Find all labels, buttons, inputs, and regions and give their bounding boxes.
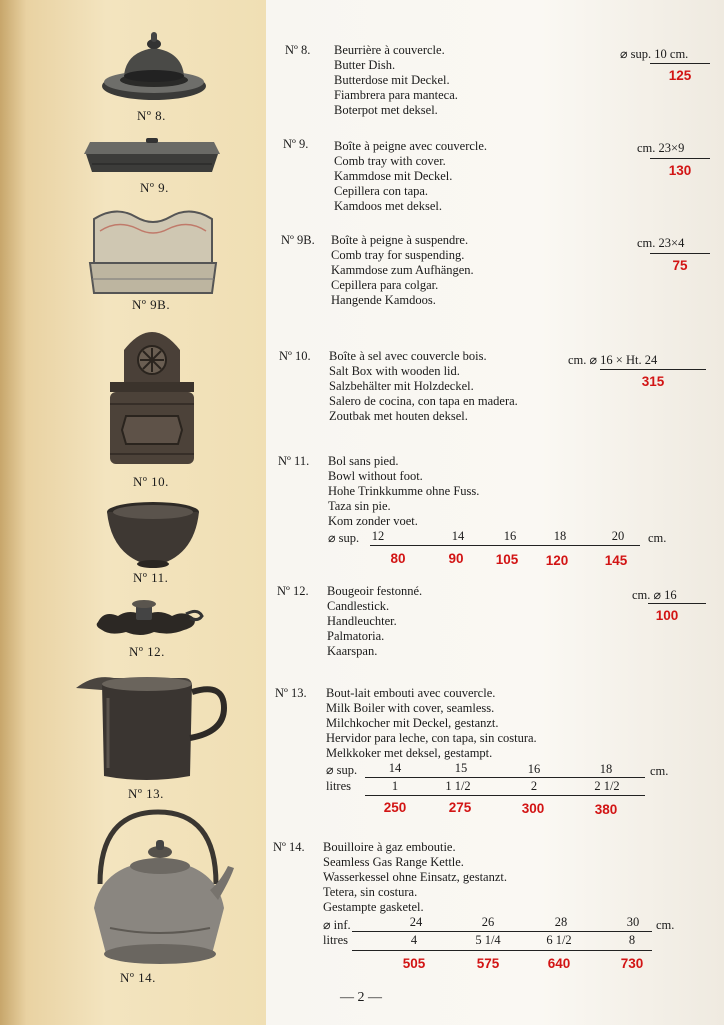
litres-cell: 1 [391,779,399,793]
table-label: ⌀ inf. [323,918,351,932]
description-line: Boîte à peigne avec couvercle. [334,139,488,153]
size-cell: 28 [554,915,568,929]
item-number: Nº 9B. [281,233,315,247]
item-description [328,454,479,529]
description-line: Butter Dish. [334,58,396,72]
description-line: Kaarspan. [327,644,378,658]
price: 145 [604,553,628,568]
item-description [323,840,507,915]
price-rule [650,63,710,64]
description-line: Hervidor para leche, con tapa, sin costura. [326,731,537,745]
price: 275 [448,800,472,815]
description-line: Melkkoker met deksel, gestampt. [326,746,493,760]
description-line: Bouilloire à gaz emboutie. [323,840,456,854]
price: 90 [448,551,464,566]
description-line: Wasserkessel ohne Einsatz, gestanzt. [323,870,508,884]
price: 505 [402,956,426,971]
item-description [334,43,458,118]
table-label: litres [326,779,351,793]
milk-boiler-illustration [74,668,228,784]
price: 250 [383,800,407,815]
item-description [327,584,422,659]
description-line: Gestampte gasketel. [323,900,424,914]
illustration-column [0,0,266,1025]
price: 575 [476,956,500,971]
size-cell: 20 [611,529,625,543]
item-number: Nº 13. [275,686,307,700]
price: 300 [521,801,545,816]
size-cell: 14 [451,529,465,543]
description-line: Kamdoos met deksel. [334,199,442,213]
kettle-illustration [80,804,236,968]
table-unit: cm. [650,764,669,778]
price: 315 [641,374,665,389]
page-number: — 2 — [340,990,382,1005]
description-line: Beurrière à couvercle. [334,43,445,57]
item-description [334,139,487,214]
size-spec: cm. ⌀ 16 [632,588,677,602]
description-line: Hohe Trinkkumme ohne Fuss. [328,484,480,498]
table-label: ⌀ sup. [326,763,358,777]
item-number: Nº 9. [283,137,309,151]
price: 380 [594,802,618,817]
description-line: Milchkocher mit Deckel, gestanzt. [326,716,499,730]
description-line: Salero de cocina, con tapa en madera. [329,394,518,408]
price-rule [648,603,706,604]
caption-n9: Nº 9. [140,180,169,195]
item-number: Nº 10. [279,349,311,363]
price-rule [650,158,710,159]
description-line: Bougeoir festonné. [327,584,423,598]
size-spec: cm. 23×9 [637,141,685,155]
price: 105 [495,552,519,567]
description-line: Palmatoria. [327,629,385,643]
table-unit: cm. [648,531,667,545]
table-rule [352,950,652,951]
price: 75 [672,258,688,273]
caption-n9b: Nº 9B. [132,297,171,312]
size-cell: 18 [553,529,567,543]
size-cell: 14 [388,761,402,775]
description-line: Comb tray with cover. [334,154,446,168]
description-line: Cepillera con tapa. [334,184,429,198]
salt-box-illustration [104,320,200,470]
price: 125 [668,68,692,83]
price-rule [600,369,706,370]
price: 80 [390,551,406,566]
size-spec: ⌀ sup. 10 cm. [620,47,689,61]
description-line: Kammdose mit Deckel. [334,169,453,183]
caption-n13: Nº 13. [128,786,164,801]
hanging-comb-tray-illustration [86,205,220,297]
price: 100 [655,608,679,623]
description-line: Candlestick. [327,599,390,613]
caption-n11: Nº 11. [133,570,169,585]
description-line: Seamless Gas Range Kettle. [323,855,464,869]
size-cell: 30 [626,915,640,929]
table-rule [365,777,645,778]
litres-cell: 8 [628,933,636,947]
caption-n10: Nº 10. [133,474,169,489]
comb-tray-illustration [80,132,224,178]
size-cell: 16 [503,529,517,543]
caption-n14: Nº 14. [120,970,156,985]
table-rule [365,795,645,796]
item-number: Nº 11. [278,454,310,468]
item-description [331,233,474,308]
description-line: Salt Box with wooden lid. [329,364,460,378]
description-line: Boterpot met deksel. [334,103,438,117]
item-number: Nº 8. [285,43,311,57]
item-description [329,349,518,424]
description-line: Taza sin pie. [328,499,391,513]
size-spec: cm. 23×4 [637,236,685,250]
litres-cell: 5 1/4 [475,933,501,947]
table-unit: cm. [656,918,675,932]
item-number: Nº 14. [273,840,305,854]
butter-dish-illustration [98,26,210,106]
description-line: Bol sans pied. [328,454,399,468]
description-line: Hangende Kamdoos. [331,293,436,307]
description-line: Salzbehälter mit Holzdeckel. [329,379,474,393]
litres-cell: 1 1/2 [445,779,471,793]
size-cell: 18 [599,762,613,776]
candlestick-illustration [94,596,204,640]
description-line: Tetera, sin costura. [323,885,418,899]
caption-n8: Nº 8. [137,108,166,123]
size-cell: 26 [481,915,495,929]
size-spec: cm. ⌀ 16 × Ht. 24 [568,353,658,367]
litres-cell: 2 1/2 [594,779,620,793]
litres-cell: 2 [530,779,538,793]
description-line: Milk Boiler with cover, seamless. [326,701,495,715]
table-label: litres [323,933,348,947]
description-line: Bowl without foot. [328,469,423,483]
description-line: Boîte à peigne à suspendre. [331,233,469,247]
description-line: Cepillera para colgar. [331,278,439,292]
size-cell: 16 [527,762,541,776]
price: 640 [547,956,571,971]
bowl-illustration [104,500,202,570]
price-rule [650,253,710,254]
description-line: Kammdose zum Aufhängen. [331,263,474,277]
litres-cell: 6 1/2 [546,933,572,947]
description-line: Bout-lait embouti avec couvercle. [326,686,496,700]
table-rule [352,931,652,932]
size-cell: 15 [454,761,468,775]
table-rule [370,545,640,546]
caption-n12: Nº 12. [129,644,165,659]
price: 130 [668,163,692,178]
size-cell: 12 [371,529,385,543]
size-cell: 24 [409,915,423,929]
price: 120 [545,553,569,568]
description-line: Comb tray for suspending. [331,248,465,262]
description-line: Kom zonder voet. [328,514,418,528]
litres-cell: 4 [410,933,418,947]
table-label: ⌀ sup. [328,531,360,545]
description-line: Handleuchter. [327,614,397,628]
description-line: Zoutbak met houten deksel. [329,409,468,423]
description-line: Butterdose mit Deckel. [334,73,450,87]
item-description [326,686,537,761]
price: 730 [620,956,644,971]
description-line: Boîte à sel avec couvercle bois. [329,349,487,363]
item-number: Nº 12. [277,584,309,598]
description-line: Fiambrera para manteca. [334,88,458,102]
